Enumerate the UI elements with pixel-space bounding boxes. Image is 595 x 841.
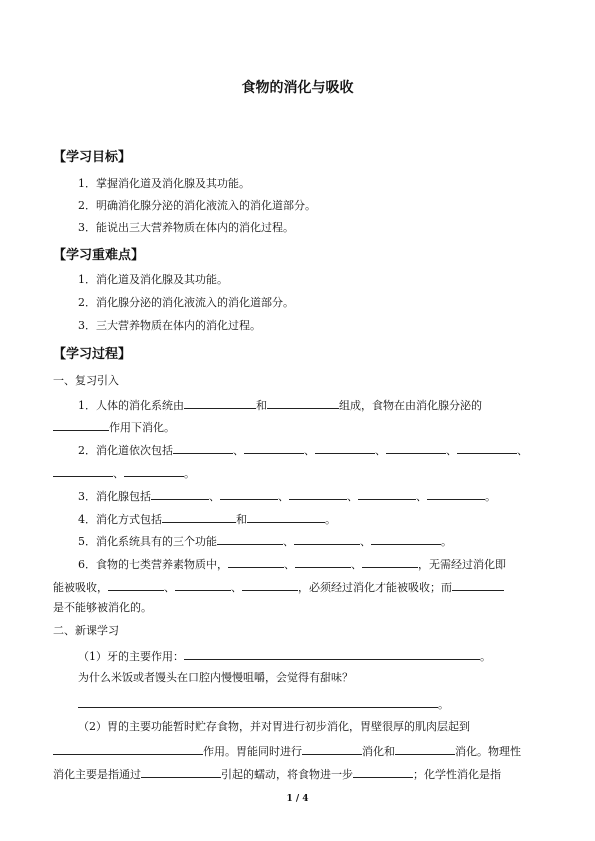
- answer-blank[interactable]: [124, 465, 184, 477]
- question-5: [78, 533, 452, 549]
- keypoint-item-2: 2．消化腺分泌的消化液流入的消化道部分。: [78, 296, 294, 309]
- process-heading: 【学习过程】: [53, 347, 132, 362]
- question-1-text-c: 组成，食物在由消化腺分泌的: [339, 399, 482, 412]
- answer-blank[interactable]: [242, 579, 298, 591]
- separator: 、: [446, 444, 457, 457]
- period: 。: [441, 535, 452, 548]
- answer-blank[interactable]: [289, 488, 347, 500]
- answer-blank[interactable]: [151, 488, 209, 500]
- answer-blank[interactable]: [452, 579, 504, 591]
- answer-blank[interactable]: [427, 488, 485, 500]
- separator: 、: [416, 490, 427, 503]
- question-6-text-a: 6．食物的七类营养素物质中，: [78, 558, 228, 571]
- separator: 、: [360, 535, 371, 548]
- separator: 、: [304, 444, 315, 457]
- answer-blank[interactable]: [244, 442, 304, 454]
- question-6-line-1: [78, 556, 506, 572]
- question-6-text-d: ，必须经过消化才能被吸收；而: [298, 581, 452, 594]
- question-1-text-d: 作用下消化。: [109, 421, 175, 434]
- new-item-2-text-d: 消化。物理性: [455, 745, 521, 758]
- answer-blank[interactable]: [78, 696, 438, 708]
- answer-blank[interactable]: [175, 579, 231, 591]
- answer-blank[interactable]: [162, 511, 236, 523]
- answer-blank[interactable]: [184, 397, 256, 409]
- new-item-1-text: （1）牙的主要作用：: [78, 650, 184, 663]
- answer-blank[interactable]: [217, 533, 283, 545]
- period: 。: [480, 650, 491, 663]
- answer-blank[interactable]: [295, 556, 351, 568]
- separator: 、: [233, 444, 244, 457]
- question-3-text-a: 3．消化腺包括: [78, 490, 151, 503]
- answer-blank[interactable]: [228, 556, 284, 568]
- answer-blank[interactable]: [371, 533, 441, 545]
- question-6-line-3: 是不能够被消化的。: [53, 601, 152, 614]
- keypoints-heading: 【学习重难点】: [53, 248, 145, 263]
- answer-blank[interactable]: [358, 488, 416, 500]
- question-2-text-a: 2．消化道依次包括: [78, 444, 173, 457]
- answer-blank[interactable]: [457, 442, 517, 454]
- question-3: [78, 488, 496, 504]
- answer-blank[interactable]: [53, 419, 109, 431]
- new-item-2-text-g: ；化学性消化是指: [413, 768, 501, 781]
- separator: 、: [113, 467, 124, 480]
- new-item-2-line-2: [53, 743, 521, 759]
- new-item-2-text-f: 引起的蠕动，将食物进一步: [221, 768, 353, 781]
- keypoint-item-1: 1．消化道及消化腺及其功能。: [78, 273, 228, 286]
- new-item-2-line-3: [53, 766, 501, 782]
- answer-blank[interactable]: [220, 488, 278, 500]
- answer-blank[interactable]: [184, 648, 480, 660]
- question-1-text-b: 和: [256, 399, 267, 412]
- question-6-line-2: [53, 579, 504, 595]
- answer-blank[interactable]: [315, 442, 375, 454]
- new-item-2-text-e: 消化主要是指通过: [53, 768, 141, 781]
- period: 。: [184, 467, 195, 480]
- separator: 、: [347, 490, 358, 503]
- separator: 、: [375, 444, 386, 457]
- period: 。: [485, 490, 496, 503]
- separator: 、: [351, 558, 362, 571]
- page-number: 1 / 4: [286, 794, 309, 804]
- separator: 、: [283, 535, 294, 548]
- separator: 、: [284, 558, 295, 571]
- answer-blank[interactable]: [53, 743, 203, 755]
- question-5-text-a: 5．消化系统具有的三个功能: [78, 535, 217, 548]
- answer-blank[interactable]: [247, 511, 325, 523]
- question-1-text-a: 1．人体的消化系统由: [78, 399, 184, 412]
- question-2-line-1: [78, 442, 528, 458]
- new-item-2-text-c: 消化和: [362, 745, 395, 758]
- question-4-text-a: 4．消化方式包括: [78, 513, 162, 526]
- answer-blank[interactable]: [267, 397, 339, 409]
- keypoint-item-3: 3．三大营养物质在体内的消化过程。: [78, 319, 261, 332]
- period: 。: [325, 513, 336, 526]
- question-1-line-2: [53, 419, 175, 435]
- question-2-line-2: [53, 465, 195, 481]
- answer-blank[interactable]: [294, 533, 360, 545]
- question-1-line-1: [78, 397, 482, 413]
- answer-blank[interactable]: [53, 465, 113, 477]
- goal-item-3: 3．能说出三大营养物质在体内的消化过程。: [78, 221, 294, 234]
- new-item-1: [78, 648, 491, 664]
- answer-blank[interactable]: [353, 766, 413, 778]
- question-6-text-b: ，无需经过消化即: [418, 558, 506, 571]
- page-title: 食物的消化与吸收: [241, 80, 354, 96]
- separator: 、: [209, 490, 220, 503]
- goal-item-1: 1．掌握消化道及消化腺及其功能。: [78, 177, 250, 190]
- separator: 、: [164, 581, 175, 594]
- answer-blank[interactable]: [141, 766, 221, 778]
- section-new-lesson: 二、新课学习: [53, 624, 119, 637]
- answer-blank[interactable]: [362, 556, 418, 568]
- answer-blank[interactable]: [173, 442, 233, 454]
- answer-blank[interactable]: [302, 743, 362, 755]
- answer-blank[interactable]: [108, 579, 164, 591]
- question-6-text-c: 能被吸收，: [53, 581, 108, 594]
- separator: 、: [231, 581, 242, 594]
- separator: 、: [278, 490, 289, 503]
- new-item-1-question: 为什么米饭或者馒头在口腔内慢慢咀嚼，会觉得有甜味？: [78, 671, 353, 684]
- new-item-2-text-b: 作用。胃能同时进行: [203, 745, 302, 758]
- goal-item-2: 2．明确消化腺分泌的消化液流入的消化道部分。: [78, 199, 316, 212]
- goals-heading: 【学习目标】: [53, 150, 132, 165]
- separator: 、: [517, 444, 528, 457]
- answer-blank[interactable]: [395, 743, 455, 755]
- question-4: [78, 511, 336, 527]
- new-item-2-line-1: （2）胃的主要功能暂时贮存食物，并对胃进行初步消化，胃壁很厚的肌肉层起到: [78, 720, 470, 733]
- period: 。: [438, 698, 449, 711]
- answer-blank[interactable]: [386, 442, 446, 454]
- question-4-text-b: 和: [236, 513, 247, 526]
- new-item-1-answer: [78, 696, 449, 712]
- section-review: 一、复习引入: [53, 374, 119, 387]
